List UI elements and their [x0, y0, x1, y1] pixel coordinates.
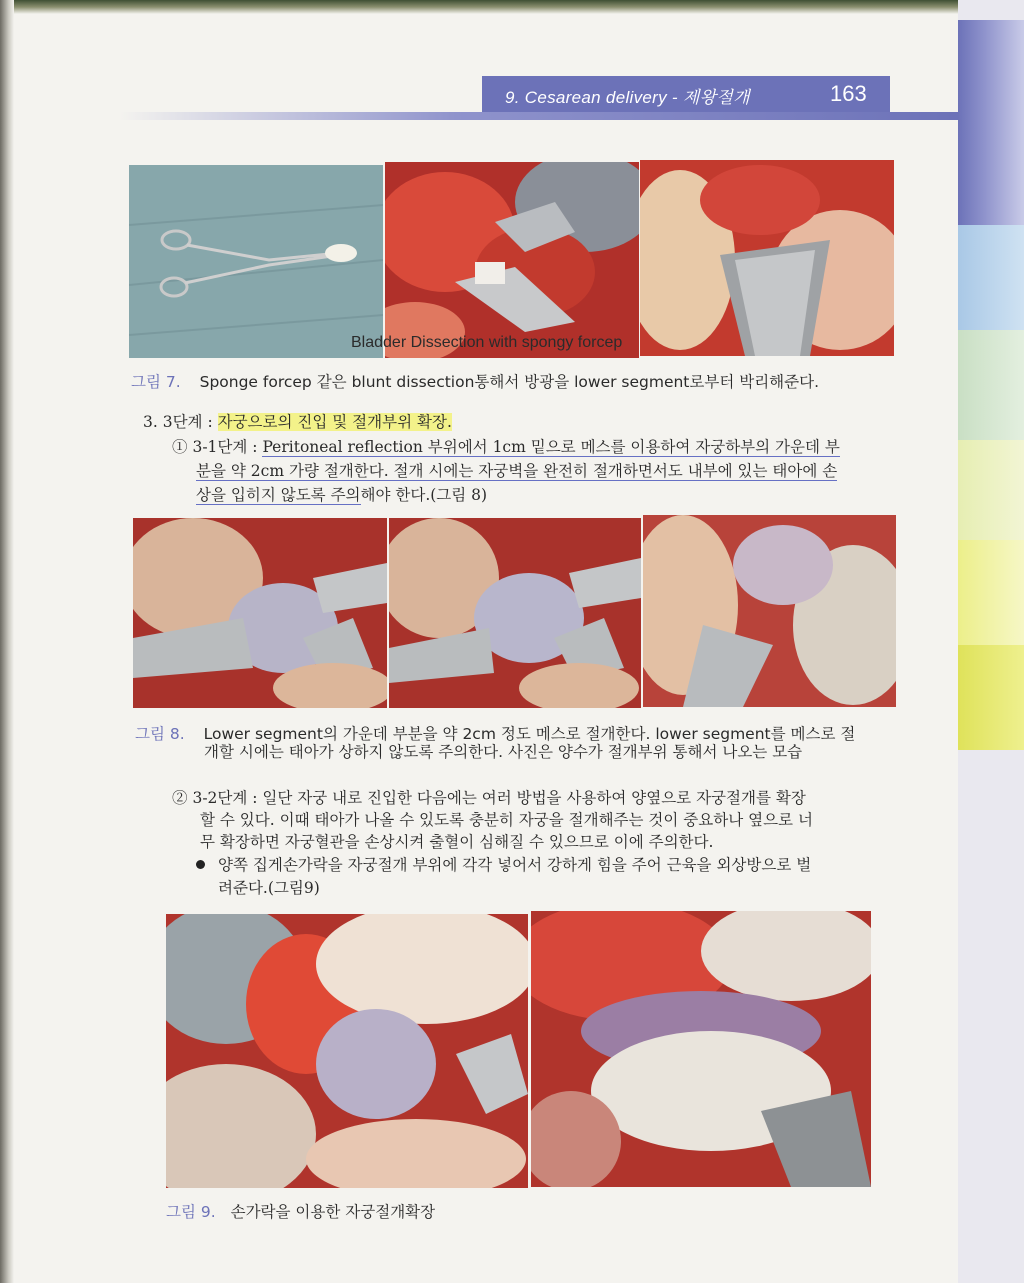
- fig8-caption-text: Lower segment의 가운데 부분을 약 2cm 정도 메스로 절개한다. lower segment를 메스로 절: [203, 725, 856, 743]
- fig7-caption: [131, 370, 819, 394]
- fig7-photo-forcep: [129, 165, 383, 358]
- step-3-2-marker: ②: [172, 789, 188, 807]
- step-3-1-marker: ①: [172, 438, 188, 456]
- fig7-caption-number: 그림 7.: [131, 373, 181, 391]
- chapter-tab-active: [958, 20, 1024, 225]
- running-header-title: 9. Cesarean delivery - 제왕절개: [505, 88, 750, 107]
- step-3-1-line-1: [172, 435, 840, 459]
- fig8-caption-line-2: 개할 시에는 태아가 상하지 않도록 주의한다. 사진은 양수가 절개부위 통해서 나오는 모습: [204, 743, 803, 761]
- page-number: 163: [830, 81, 867, 106]
- step-3-1-line-3: [196, 483, 487, 507]
- step-3-1-text: 상을 입히지 않도록 주의: [196, 486, 361, 504]
- fig9-caption: [166, 1200, 435, 1224]
- section-3-highlight: 자궁으로의 진입 및 절개부위 확장.: [217, 413, 452, 431]
- fig9-photo-2: [531, 911, 871, 1187]
- fig8-photo-3: [643, 515, 896, 707]
- step-3-1-text: 해야 한다.(그림 8): [360, 486, 488, 504]
- step-3-1-line-2: [196, 459, 837, 483]
- page-edge-left: [0, 0, 14, 1283]
- step-3-1-text: 분을 약 2cm 가량 절개한다. 절개 시에는 자궁벽을 완전히 절개하면서도 내부에 있는 태아에 손: [196, 462, 838, 480]
- fig9-caption-number: 그림 9.: [166, 1203, 216, 1221]
- fig9-photo-1: [166, 914, 528, 1188]
- step-3-1-label: 3-1단계 :: [192, 438, 263, 456]
- chapter-tab: [958, 330, 1024, 440]
- header-rule: [120, 112, 958, 120]
- step-3-2-text: 3-2단계 : 일단 자궁 내로 진입한 다음에는 여러 방법을 사용하여 양옆으로 자궁절개를 확장: [192, 789, 806, 807]
- bullet-line-2: 려준다.(그림9): [218, 879, 320, 897]
- fig9-caption-text: 손가락을 이용한 자궁절개확장: [230, 1203, 436, 1221]
- fig8-photo-1: [133, 518, 387, 708]
- fig7-photo-dissection: [385, 162, 639, 358]
- step-3-2-line-1: [172, 786, 806, 810]
- step-3-1-text: Peritoneal reflection 부위에서 1cm 밑으로 메스를 이용하여 자궁하부의 가운데 부: [262, 438, 840, 456]
- step-3-2-line-3: 무 확장하면 자궁혈관을 손상시켜 출혈이 심해질 수 있으므로 이에 주의한다.: [200, 833, 714, 851]
- chapter-tab: [958, 540, 1024, 645]
- fig7-caption-text: Sponge forcep 같은 blunt dissection통해서 방광을 lower segment로부터 박리해준다.: [199, 373, 820, 391]
- section-3-title: [143, 410, 452, 434]
- chapter-tab: [958, 440, 1024, 540]
- bullet-dot: [196, 860, 205, 869]
- step-3-2-line-2: 할 수 있다. 이때 태아가 나올 수 있도록 충분히 자궁을 절개해주는 것이 중요하나 옆으로 너: [200, 811, 813, 829]
- bullet-line-1: 양쪽 집게손가락을 자궁절개 부위에 각각 넣어서 강하게 힘을 주어 근육을 외상방으로 벌: [218, 856, 812, 874]
- page-edge-top: [0, 0, 1024, 14]
- fig7-photo-label: Bladder Dissection with spongy forcep: [351, 334, 623, 351]
- fig8-photo-2: [389, 518, 641, 708]
- chapter-tab: [958, 225, 1024, 330]
- chapter-tab: [958, 645, 1024, 750]
- section-3-prefix: 3. 3단계 :: [143, 413, 218, 431]
- fig8-caption-number: 그림 8.: [135, 725, 185, 743]
- fig7-photo-retractor: [640, 160, 894, 356]
